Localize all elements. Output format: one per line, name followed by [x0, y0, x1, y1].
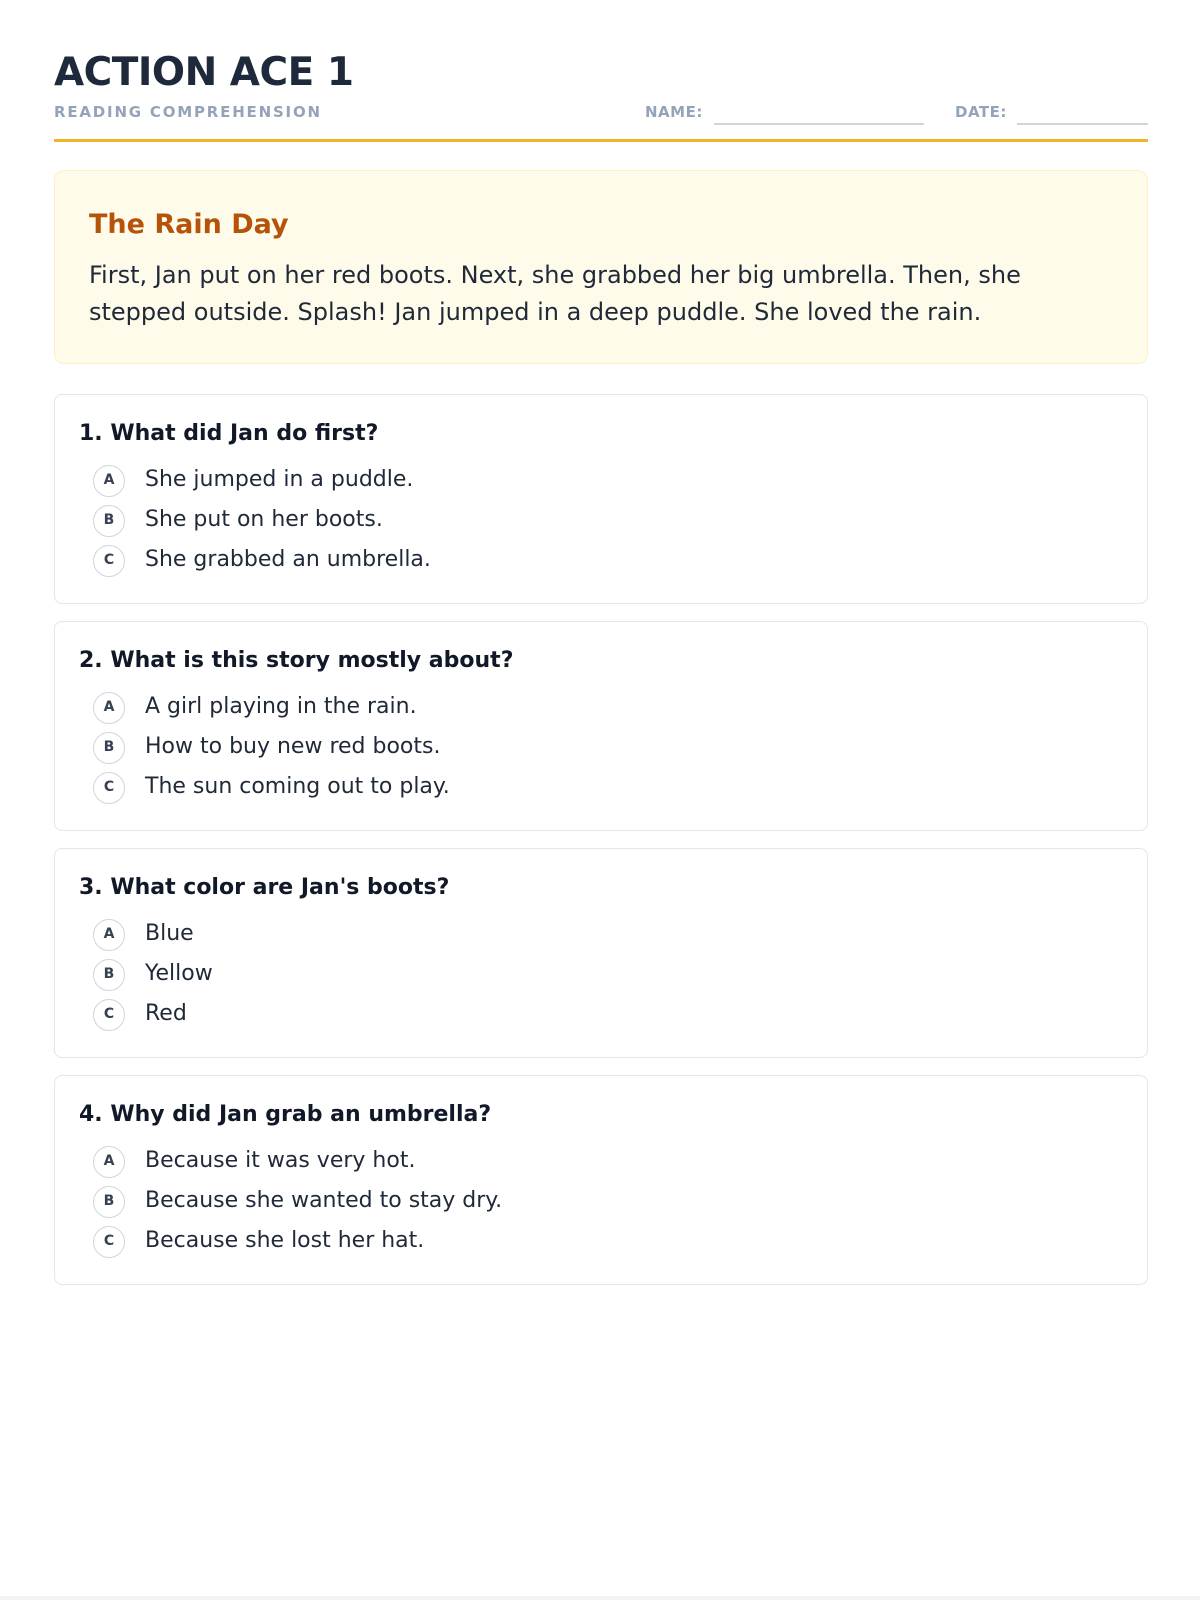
answer-option-c[interactable] [93, 545, 1093, 579]
answer-bubble[interactable]: C [93, 1226, 125, 1258]
answer-text: Because it was very hot. [145, 1148, 416, 1173]
worksheet-subtitle: READING COMPREHENSION [54, 103, 322, 121]
question-card-1 [54, 394, 1148, 604]
passage-text: First, Jan put on her red boots. Next, she grabbed her big umbrella. Then, she stepped outside. Splash! Jan jumped in a deep puddle. She loved the rain. [89, 261, 1021, 326]
answer-text: The sun coming out to play. [145, 774, 450, 799]
answer-text: Because she wanted to stay dry. [145, 1188, 503, 1213]
date-label: DATE: [955, 103, 1007, 121]
question-text: 3. What color are Jan's boots? [79, 875, 450, 900]
worksheet-header [54, 50, 1148, 142]
answer-bubble[interactable]: A [93, 1146, 125, 1178]
answer-bubble[interactable]: C [93, 772, 125, 804]
answer-option-b[interactable] [93, 1186, 1093, 1220]
answer-bubble[interactable]: C [93, 545, 125, 577]
answer-text: She grabbed an umbrella. [145, 547, 431, 572]
name-label: NAME: [645, 103, 703, 121]
page-bottom-divider [0, 1596, 1200, 1600]
answer-option-c[interactable] [93, 999, 1093, 1033]
answer-option-b[interactable] [93, 505, 1093, 539]
answer-bubble[interactable]: A [93, 465, 125, 497]
answer-option-a[interactable] [93, 919, 1093, 953]
answer-option-c[interactable] [93, 1226, 1093, 1260]
answer-bubble[interactable]: B [93, 1186, 125, 1218]
answer-text: Red [145, 1001, 187, 1026]
answer-option-b[interactable] [93, 959, 1093, 993]
answer-bubble[interactable]: C [93, 999, 125, 1031]
answer-option-a[interactable] [93, 465, 1093, 499]
question-text: 4. Why did Jan grab an umbrella? [79, 1102, 492, 1127]
passage-title: The Rain Day [89, 209, 289, 240]
answer-text: She put on her boots. [145, 507, 383, 532]
worksheet-title: ACTION ACE 1 [54, 50, 354, 95]
answer-text: Because she lost her hat. [145, 1228, 425, 1253]
answer-text: Yellow [145, 961, 213, 986]
answer-option-a[interactable] [93, 1146, 1093, 1180]
date-field[interactable] [1017, 123, 1148, 125]
answer-bubble[interactable]: B [93, 505, 125, 537]
answer-option-a[interactable] [93, 692, 1093, 726]
question-text: 1. What did Jan do first? [79, 421, 379, 446]
answer-option-c[interactable] [93, 772, 1093, 806]
answer-bubble[interactable]: A [93, 692, 125, 724]
name-field[interactable] [714, 123, 924, 125]
question-card-3 [54, 848, 1148, 1058]
answer-bubble[interactable]: B [93, 732, 125, 764]
question-text: 2. What is this story mostly about? [79, 648, 514, 673]
reading-passage [54, 170, 1148, 364]
answer-text: Blue [145, 921, 194, 946]
question-card-4 [54, 1075, 1148, 1285]
question-card-2 [54, 621, 1148, 831]
answer-text: A girl playing in the rain. [145, 694, 417, 719]
answer-text: She jumped in a puddle. [145, 467, 414, 492]
answer-text: How to buy new red boots. [145, 734, 441, 759]
answer-bubble[interactable]: A [93, 919, 125, 951]
answer-bubble[interactable]: B [93, 959, 125, 991]
answer-option-b[interactable] [93, 732, 1093, 766]
